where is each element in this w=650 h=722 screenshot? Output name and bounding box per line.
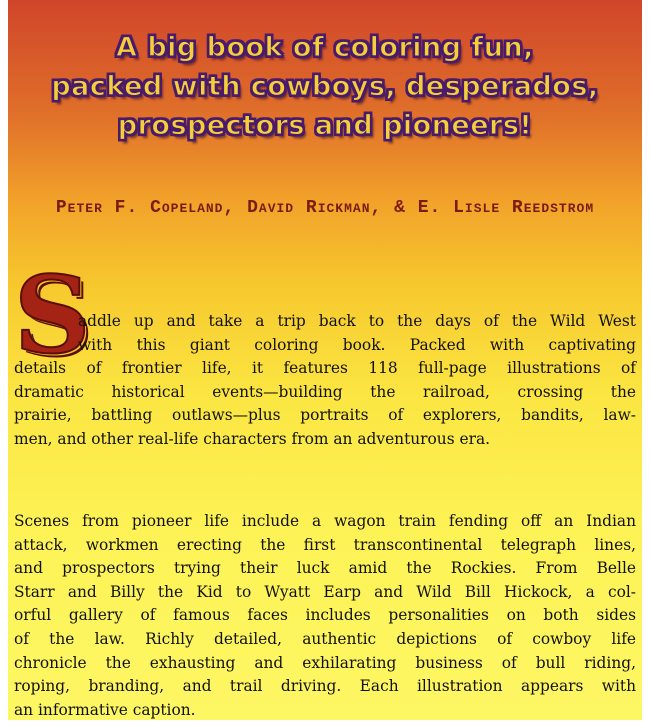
author-credits: Peter F. Copeland, David Rickman, & E. Lisle Reedstrom [55, 198, 595, 218]
drop-cap-letter: S [14, 252, 91, 377]
tagline-heading [20, 28, 630, 145]
tagline-line-1: A big book of coloring fun, [116, 32, 534, 63]
paragraph-1-line: men, and other real-life characters from an adventurous era. [14, 429, 491, 448]
paragraph-2-line: and prospectors trying their luck amid the Rockies. From Belle [14, 559, 636, 578]
paragraph-2-line: roping, branding, and trail driving. Each illustration appears with [14, 677, 636, 696]
tagline-line-2: packed with cowboys, desperados, [51, 71, 599, 102]
paragraph-1-line: dramatic historical events—building the railroad, crossing the [14, 382, 636, 401]
page-margin-right [642, 0, 650, 720]
description-paragraph-1 [14, 310, 636, 452]
paragraph-1-line: prairie, battling outlaws—plus portraits of explorers, bandits, law- [14, 406, 636, 425]
paragraph-2-line: chronicle the exhausting and exhilarating business of bull riding, [14, 653, 636, 672]
paragraph-2-line: Starr and Billy the Kid to Wyatt Earp and Wild Bill Hickock, a col- [14, 582, 636, 601]
description-paragraph-2 [14, 510, 636, 722]
paragraph-1-line: addle up and take a trip back to the days of the Wild West [78, 312, 636, 330]
paragraph-2-line: attack, workmen erecting the first transcontinental telegraph lines, [14, 535, 636, 554]
paragraph-2-line: an informative caption. [14, 700, 196, 719]
paragraph-2-line: Scenes from pioneer life include a wagon train fending off an Indian [14, 512, 636, 530]
paragraph-1-line: with this giant coloring book. Packed with captivating [78, 335, 636, 354]
paragraph-1-line: details of frontier life, it features 118 full-page illustrations of [14, 359, 636, 378]
paragraph-2-line: orful gallery of famous faces includes personalities on both sides [14, 606, 636, 625]
page-margin-left [0, 0, 8, 720]
tagline-line-3: prospectors and pioneers! [117, 110, 533, 141]
paragraph-2-line: of the law. Richly detailed, authentic depictions of cowboy life [14, 629, 636, 648]
